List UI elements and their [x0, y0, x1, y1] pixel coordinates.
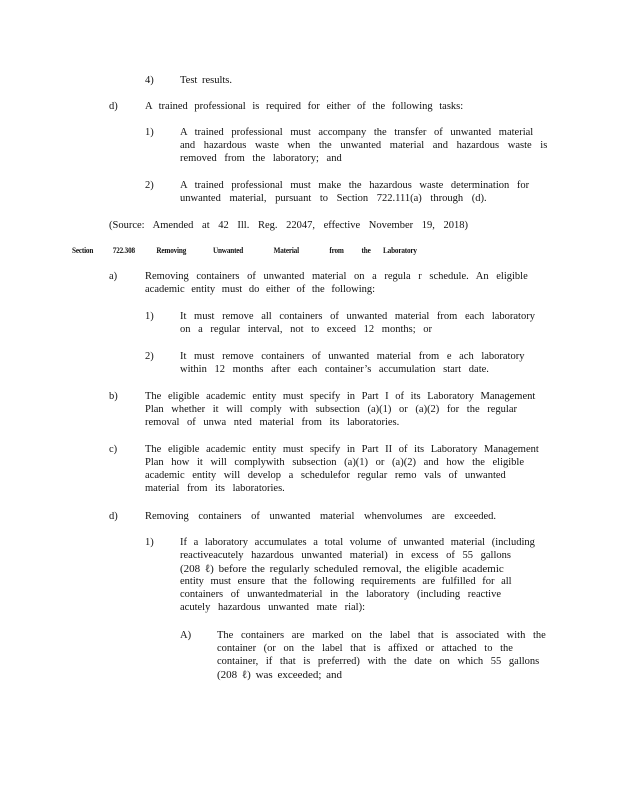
item-line: acutely hazardous unwanted mate rial): [180, 602, 366, 613]
item-line: (208 ℓ) before the regularly scheduled removal, the eligible academic [180, 563, 504, 575]
section-number: 722.308 [112, 246, 135, 255]
item-line: It must remove containers of unwanted material from e ach laboratory [180, 351, 525, 362]
item-line: container, if that is preferred) with the date on which 55 gallons [217, 656, 540, 667]
item-label: 4) [145, 75, 154, 86]
subsection-line: Plan how it will complywith subsection (a)(1) or (a)(2) and how the eligible [145, 457, 525, 468]
item-line: container (or on the label that is affixed or attached to the [217, 643, 513, 654]
item-line: A trained professional must make the hazardous waste determination for [180, 180, 530, 191]
section-label: Section [72, 246, 94, 255]
item-line: removed from the laboratory; and [180, 153, 342, 164]
source-note: (Source: Amended at 42 Ill. Reg. 22047, effective November 19, 2018) [109, 220, 468, 231]
subsection-line: removal of unwa nted material from its laboratories. [145, 417, 400, 428]
subsection-line: The eligible academic entity must specify in Part II of its Laboratory Management [145, 444, 539, 455]
item-label: 1) [145, 311, 154, 322]
subsection-label: d) [109, 101, 118, 112]
item-line: containers of unwantedmaterial in the laboratory (including reactive [180, 589, 502, 600]
section-title-word: Laboratory [383, 246, 417, 255]
item-line: It must remove all containers of unwanted material from each laboratory [180, 311, 535, 322]
item-line: on a regular interval, not to exceed 12 months; or [180, 324, 433, 335]
item-line: If a laboratory accumulates a total volume of unwanted material (including [180, 537, 535, 548]
subsection-label: a) [109, 271, 118, 282]
section-title-word: Removing [156, 246, 187, 255]
item-line: entity must ensure that the following requirements are fulfilled for all [180, 576, 512, 587]
section-heading [72, 245, 576, 258]
item-line: The containers are marked on the label that is associated with the [217, 630, 546, 641]
subsection-label: d) [109, 511, 118, 522]
item-label: 2) [145, 180, 154, 191]
subsection-line: Removing containers of unwanted material on a regula r schedule. An eligible [145, 271, 528, 282]
subsection-line: academic entity must do either of the following: [145, 284, 376, 295]
item-label: 1) [145, 127, 154, 138]
item-line: and hazardous waste when the unwanted material and hazardous waste is [180, 140, 548, 151]
section-title-word: the [361, 246, 371, 255]
subsection-line: material from its laboratories. [145, 483, 285, 494]
subsection-text: A trained professional is required for either of the following tasks: [145, 101, 464, 112]
section-title-word: Material [273, 246, 299, 255]
item-line: A trained professional must accompany the transfer of unwanted material [180, 127, 534, 138]
item-label: A) [180, 630, 192, 641]
item-text: Test results. [180, 75, 233, 86]
section-title-word: Unwanted [212, 246, 244, 255]
subsection-label: b) [109, 391, 118, 402]
subsection-label: c) [109, 444, 118, 455]
item-label: 2) [145, 351, 154, 362]
subsection-text: Removing containers of unwanted material whenvolumes are exceeded. [145, 511, 497, 522]
item-line: reactiveacutely hazardous unwanted material) in excess of 55 gallons [180, 550, 511, 561]
item-line: unwanted material, pursuant to Section 722.111(a) through (d). [180, 193, 487, 204]
subsection-line: Plan whether it will comply with subsection (a)(1) or (a)(2) for the regular [145, 404, 517, 415]
subsection-line: The eligible academic entity must specify in Part I of its Laboratory Management [145, 391, 536, 402]
section-title-word: from [329, 246, 344, 255]
item-line: (208 ℓ) was exceeded; and [217, 669, 343, 681]
item-label: 1) [145, 537, 154, 548]
item-line: within 12 months after each container’s accumulation start date. [180, 364, 489, 375]
subsection-line: academic entity will develop a schedulefor regular remo vals of unwanted [145, 470, 506, 481]
